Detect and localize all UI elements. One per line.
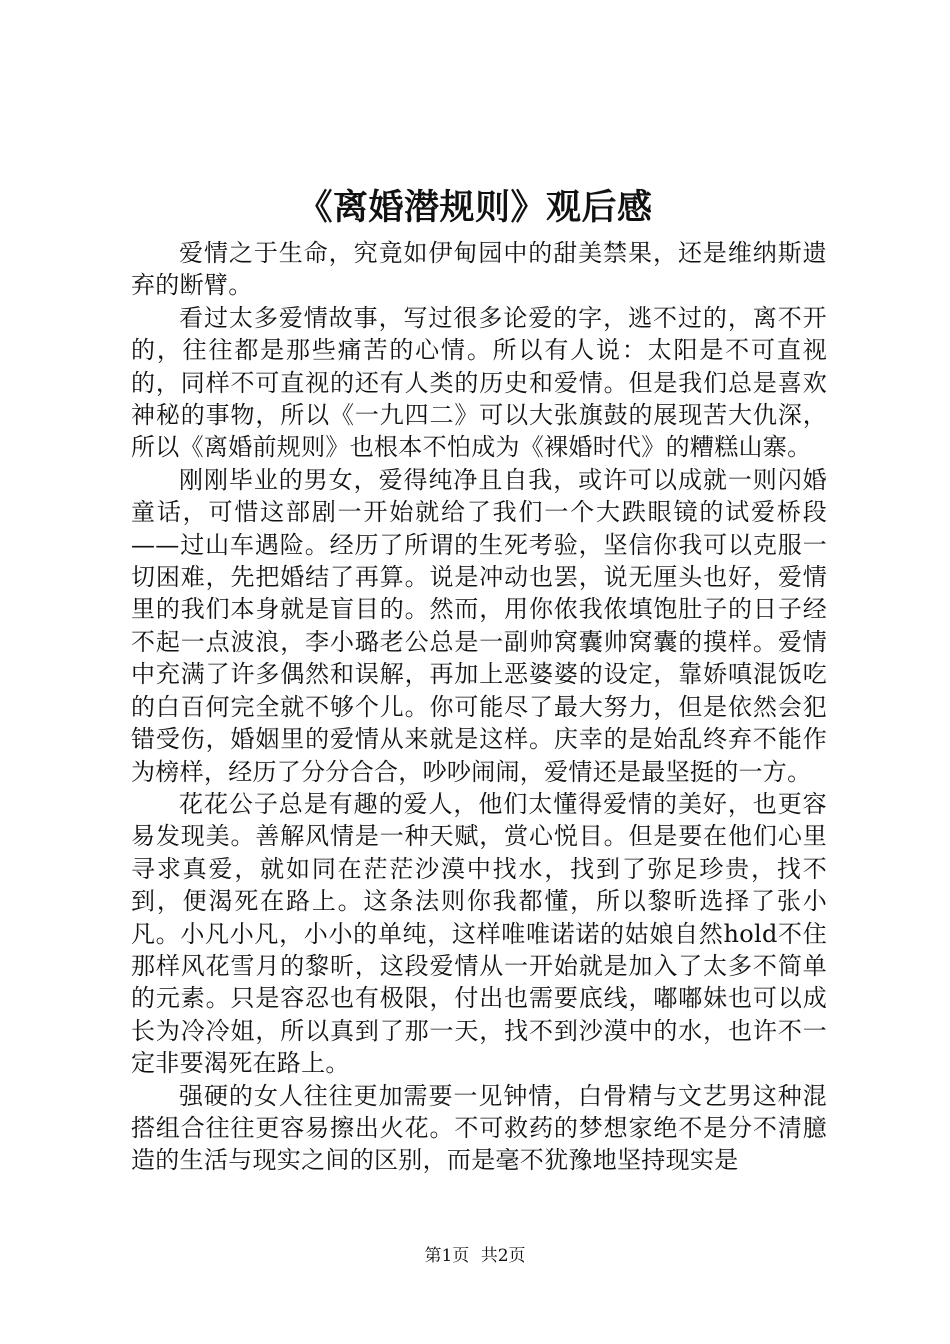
- page-number: 第1页: [424, 1246, 470, 1266]
- page-total: 共2页: [480, 1246, 526, 1266]
- paragraph: 强硬的女人往往更加需要一见钟情，白骨精与文艺男这种混搭组合往往更容易擦出火花。不可救药的梦想家绝不是分不清臆造的生活与现实之间的区别，而是毫不犹豫地坚持现实是: [131, 1081, 827, 1175]
- page-footer: [0, 1244, 950, 1268]
- document-body: [131, 237, 827, 1177]
- document-title: 《离婚潜规则》观后感: [297, 187, 653, 228]
- paragraph: 看过太多爱情故事，写过很多论爱的字，逃不过的，离不开的，往往都是那些痛苦的心情。所以有人说：太阳是不可直视的，同样不可直视的还有人类的历史和爱情。但是我们总是喜欢神秘的事物，所以《一九四二》可以大张旗鼓的展现苦大仇深，所以《离婚前规则》也根本不怕成为《裸婚时代》的糟糕山寨。: [131, 303, 827, 462]
- paragraph: 爱情之于生命，究竟如伊甸园中的甜美禁果，还是维纳斯遗弃的断臂。: [131, 239, 827, 300]
- paragraph: 花花公子总是有趣的爱人，他们太懂得爱情的美好，也更容易发现美。善解风情是一种天赋，赏心悦目。但是要在他们心里寻求真爱，就如同在茫茫沙漠中找水，找到了弥足珍贵，找不到，便渴死在路上。这条法则你我都懂，所以黎昕选择了张小凡。小凡小凡，小小的单纯，这样唯唯诺诺的姑娘自然hold不住那样风花雪月的黎昕，这段爱情从一开始就是加入了太多不简单的元素。只是容忍也有极限，付出也需要底线，嘟嘟妹也可以成长为冷冷姐，所以真到了那一天，找不到沙漠中的水，也许不一定非要渴死在路上。: [131, 789, 827, 1078]
- paragraph: 刚刚毕业的男女，爱得纯净且自我，或许可以成就一则闪婚童话，可惜这部剧一开始就给了我们一个大跌眼镜的试爱桥段——过山车遇险。经历了所谓的生死考验，坚信你我可以克服一切困难，先把婚结了再算。说是冲动也罢，说无厘头也好，爱情里的我们本身就是盲目的。然而，用你侬我侬填饱肚子的日子经不起一点波浪，李小璐老公总是一副帅窝囊帅窝囊的摸样。爱情中充满了许多偶然和误解，再加上恶婆婆的设定，靠娇嗔混饭吃的白百何完全就不够个儿。你可能尽了最大努力，但是依然会犯错受伤，婚姻里的爱情从来就是这样。庆幸的是始乱终弃不能作为榜样，经历了分分合合，吵吵闹闹，爱情还是最坚挺的一方。: [131, 465, 827, 786]
